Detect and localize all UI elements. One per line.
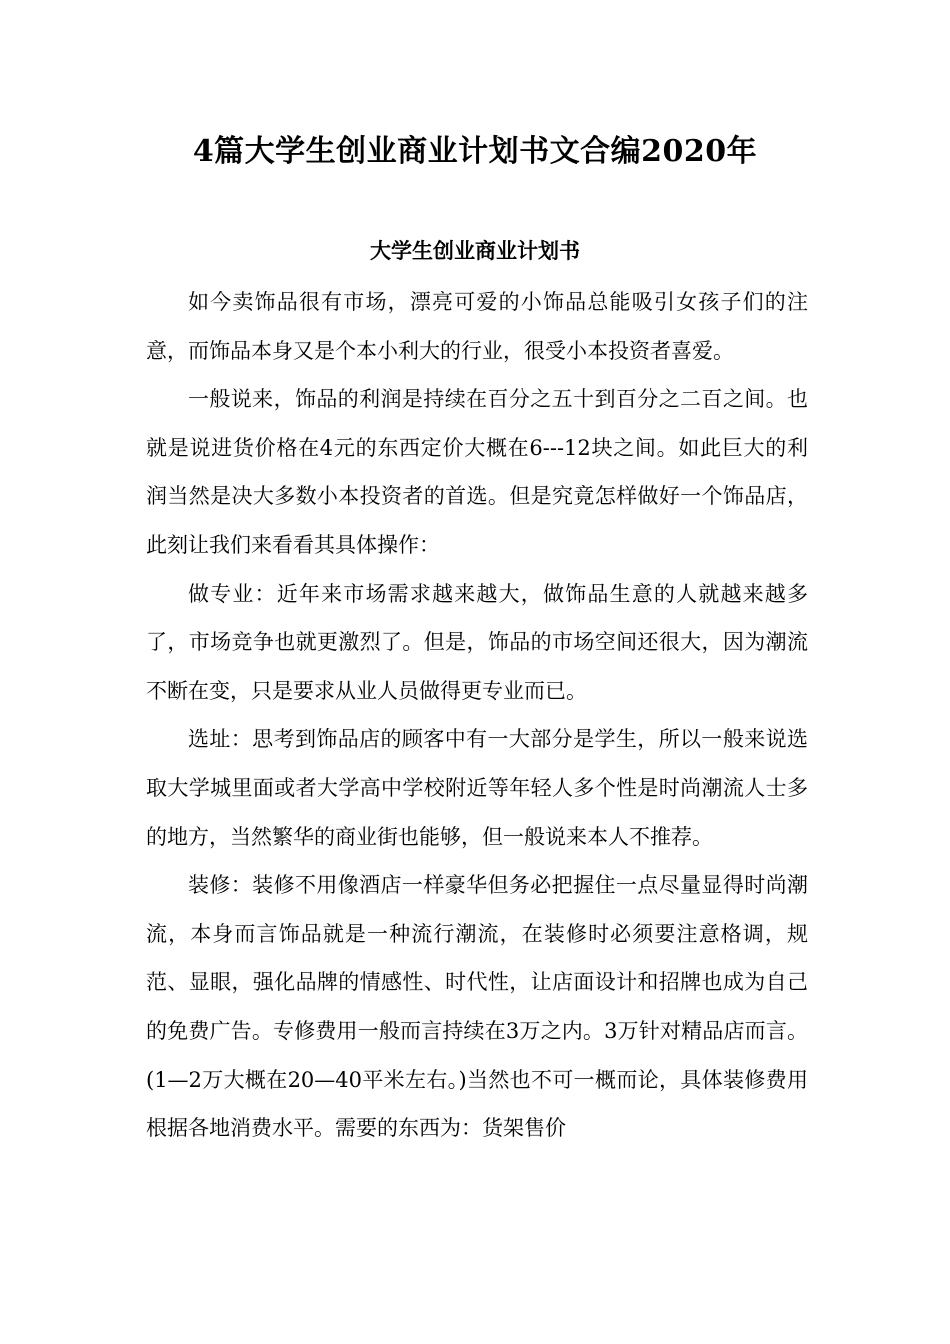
paragraph: 选址：思考到饰品店的顾客中有一大部分是学生，所以一般来说选取大学城里面或者大学高中学校附近等年轻人多个性是时尚潮流人士多的地方，当然繁华的商业街也能够，但一般说来本人不推荐。	[146, 727, 808, 849]
section-title: 大学生创业商业计划书	[370, 238, 580, 263]
paragraph: 如今卖饰品很有市场，漂亮可爱的小饰品总能吸引女孩子们的注意，而饰品本身又是个本小利大的行业，很受小本投资者喜爱。	[146, 290, 808, 363]
paragraph: 做专业：近年来市场需求越来越大，做饰品生意的人就越来越多了，市场竞争也就更激烈了。但是，饰品的市场空间还很大，因为潮流不断在变，只是要求从业人员做得更专业而已。	[146, 581, 808, 703]
document-body	[146, 278, 808, 1153]
document-title: 4篇大学生创业商业计划书文合编2020年	[192, 134, 758, 169]
paragraph: 一般说来，饰品的利润是持续在百分之五十到百分之二百之间。也就是说进货价格在4元的东西定价大概在6---12块之间。如此巨大的利润当然是决大多数小本投资者的首选。但是究竟怎样做好一个饰品店，此刻让我们来看看其具体操作：	[146, 387, 808, 557]
paragraph: 装修：装修不用像酒店一样豪华但务必把握住一点尽量显得时尚潮流，本身而言饰品就是一种流行潮流，在装修时必须要注意格调，规范、显眼，强化品牌的情感性、时代性，让店面设计和招牌也成为自己的免费广告。专修费用一般而言持续在3万之内。3万针对精品店而言。(1—2万大概在20—40平米左右。)当然也不可一概而论，具体装修费用根据各地消费水平。需要的东西为：货架售价	[146, 873, 808, 1141]
